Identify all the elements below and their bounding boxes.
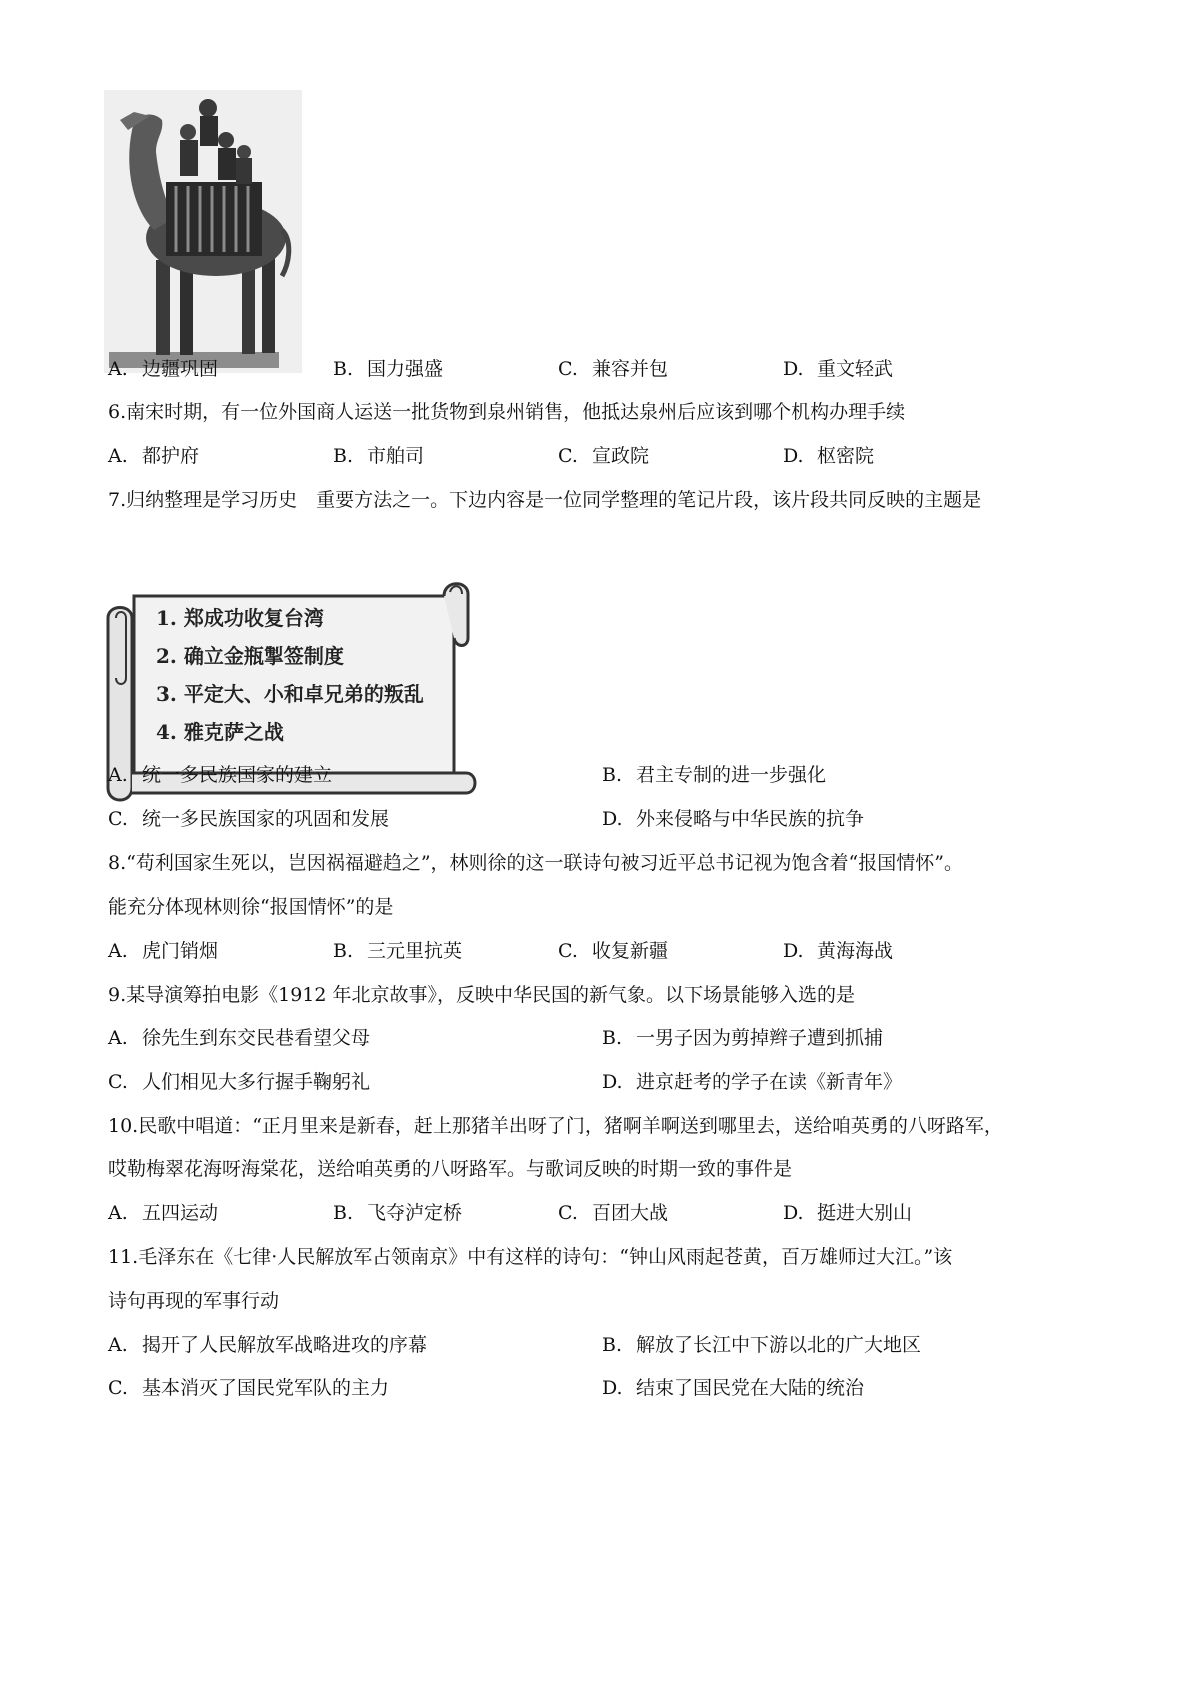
- q11-option-d: [602, 1376, 864, 1400]
- option-key: C.: [558, 1202, 578, 1224]
- q7-option-d: [602, 807, 864, 831]
- q9-option-d: [602, 1070, 902, 1094]
- q11-option-b: [602, 1333, 921, 1357]
- q7-option-b: [602, 763, 826, 787]
- option-key: D.: [783, 1202, 804, 1224]
- note-item-4: 4. 雅克萨之战: [156, 720, 284, 744]
- option-key: B.: [333, 445, 354, 467]
- q8-option-b: [333, 939, 462, 963]
- q5-option-b: [333, 357, 443, 381]
- option-text: 飞夺泸定桥: [367, 1202, 463, 1224]
- note-item-2: 2. 确立金瓶掣签制度: [156, 644, 344, 668]
- q11-option-a: [108, 1333, 427, 1357]
- option-text: 兼容并包: [592, 358, 669, 380]
- option-key: B.: [333, 358, 354, 380]
- option-text: 市舶司: [367, 445, 425, 467]
- option-text: 五四运动: [142, 1202, 219, 1224]
- q8-option-c: [558, 939, 668, 963]
- q10-option-a: [108, 1201, 218, 1225]
- option-text: 都护府: [142, 445, 200, 467]
- option-text: 人们相见大多行握手鞠躬礼: [142, 1071, 371, 1093]
- option-text: 边疆巩固: [142, 358, 219, 380]
- q6-option-a: [108, 444, 199, 468]
- q8-stem-line1: 8.“苟利国家生死以，岂因祸福避趋之”，林则徐的这一联诗句被习近平总书记视为饱含着“报国情怀”。: [108, 852, 963, 874]
- option-key: C.: [558, 940, 578, 962]
- q7-stem: 7.归纳整理是学习历史 重要方法之一。下边内容是一位同学整理的笔记片段，该片段共同反映的主题是: [108, 489, 982, 511]
- option-text: 君主专制的进一步强化: [636, 764, 827, 786]
- q10-stem-line1: 10.民歌中唱道：“正月里来是新春，赶上那猪羊出呀了门，猪啊羊啊送到哪里去，送给咱英勇的八呀路军，: [108, 1115, 1003, 1137]
- q5-option-c: [558, 357, 668, 381]
- option-key: A.: [108, 1202, 128, 1224]
- option-key: C.: [108, 808, 128, 830]
- option-text: 收复新疆: [592, 940, 669, 962]
- option-key: C.: [558, 358, 578, 380]
- q7-option-a: [108, 763, 332, 787]
- option-key: D.: [602, 808, 623, 830]
- q9-option-c: [108, 1070, 370, 1094]
- option-text: 三元里抗英: [367, 940, 463, 962]
- q7-option-c: [108, 807, 389, 831]
- note-item-1: 1. 郑成功收复台湾: [156, 606, 324, 630]
- option-key: A.: [108, 1334, 128, 1356]
- option-text: 一男子因为剪掉辫子遭到抓捕: [636, 1027, 884, 1049]
- option-key: B.: [333, 940, 354, 962]
- option-text: 黄海海战: [817, 940, 894, 962]
- option-key: C.: [108, 1071, 128, 1093]
- q8-stem-line2: 能充分体现林则徐“报国情怀”的是: [108, 896, 394, 918]
- option-text: 揭开了人民解放军战略进攻的序幕: [142, 1334, 428, 1356]
- option-text: 进京赶考的学子在读《新青年》: [636, 1071, 903, 1093]
- q10-option-b: [333, 1201, 462, 1225]
- option-key: A.: [108, 445, 128, 467]
- option-key: A.: [108, 1027, 128, 1049]
- q6-option-c: [558, 444, 649, 468]
- option-key: D.: [783, 445, 804, 467]
- q5-option-a: [108, 357, 218, 381]
- q6-option-d: [783, 444, 874, 468]
- option-key: C.: [558, 445, 578, 467]
- option-key: D.: [602, 1071, 623, 1093]
- q6-option-b: [333, 444, 424, 468]
- option-text: 国力强盛: [367, 358, 444, 380]
- option-key: B.: [333, 1202, 354, 1224]
- option-text: 基本消灭了国民党军队的主力: [142, 1377, 390, 1399]
- option-text: 统一多民族国家的建立: [142, 764, 333, 786]
- option-text: 挺进大别山: [817, 1202, 913, 1224]
- option-text: 重文轻武: [817, 358, 894, 380]
- option-key: A.: [108, 358, 128, 380]
- q5-option-d: [783, 357, 893, 381]
- option-text: 结束了国民党在大陆的统治: [636, 1377, 865, 1399]
- camel-figurine-drawing: [104, 90, 302, 373]
- q11-stem-line2: 诗句再现的军事行动: [108, 1290, 280, 1312]
- q6-stem: 6.南宋时期，有一位外国商人运送一批货物到泉州销售，他抵达泉州后应该到哪个机构办理手续: [108, 401, 906, 423]
- q9-option-a: [108, 1026, 370, 1050]
- q9-option-b: [602, 1026, 883, 1050]
- note-item-3: 3. 平定大、小和卓兄弟的叛乱: [156, 682, 424, 706]
- option-key: D.: [783, 940, 804, 962]
- option-text: 百团大战: [592, 1202, 669, 1224]
- option-key: B.: [602, 1027, 623, 1049]
- q9-stem: 9.某导演筹拍电影《1912 年北京故事》，反映中华民国的新气象。以下场景能够入选的是: [108, 984, 856, 1006]
- option-text: 徐先生到东交民巷看望父母: [142, 1027, 371, 1049]
- q10-option-c: [558, 1201, 668, 1225]
- option-text: 统一多民族国家的巩固和发展: [142, 808, 390, 830]
- option-text: 虎门销烟: [142, 940, 219, 962]
- option-key: A.: [108, 940, 128, 962]
- option-key: B.: [602, 1334, 623, 1356]
- option-text: 宣政院: [592, 445, 650, 467]
- q10-option-d: [783, 1201, 912, 1225]
- option-key: C.: [108, 1377, 128, 1399]
- option-key: B.: [602, 764, 623, 786]
- q8-option-a: [108, 939, 218, 963]
- q11-stem-line1: 11.毛泽东在《七律·人民解放军占领南京》中有这样的诗句：“钟山风雨起苍黄，百万雄师过大江。”该: [108, 1246, 953, 1268]
- option-key: D.: [602, 1377, 623, 1399]
- option-text: 枢密院: [817, 445, 875, 467]
- option-text: 解放了长江中下游以北的广大地区: [636, 1334, 922, 1356]
- option-text: 外来侵略与中华民族的抗争: [636, 808, 865, 830]
- camel-figurine-image: [104, 90, 302, 373]
- q11-option-c: [108, 1376, 389, 1400]
- q8-option-d: [783, 939, 893, 963]
- option-key: D.: [783, 358, 804, 380]
- q10-stem-line2: 哎勒梅翠花海呀海棠花，送给咱英勇的八呀路军。与歌词反映的时期一致的事件是: [108, 1158, 793, 1180]
- option-key: A.: [108, 764, 128, 786]
